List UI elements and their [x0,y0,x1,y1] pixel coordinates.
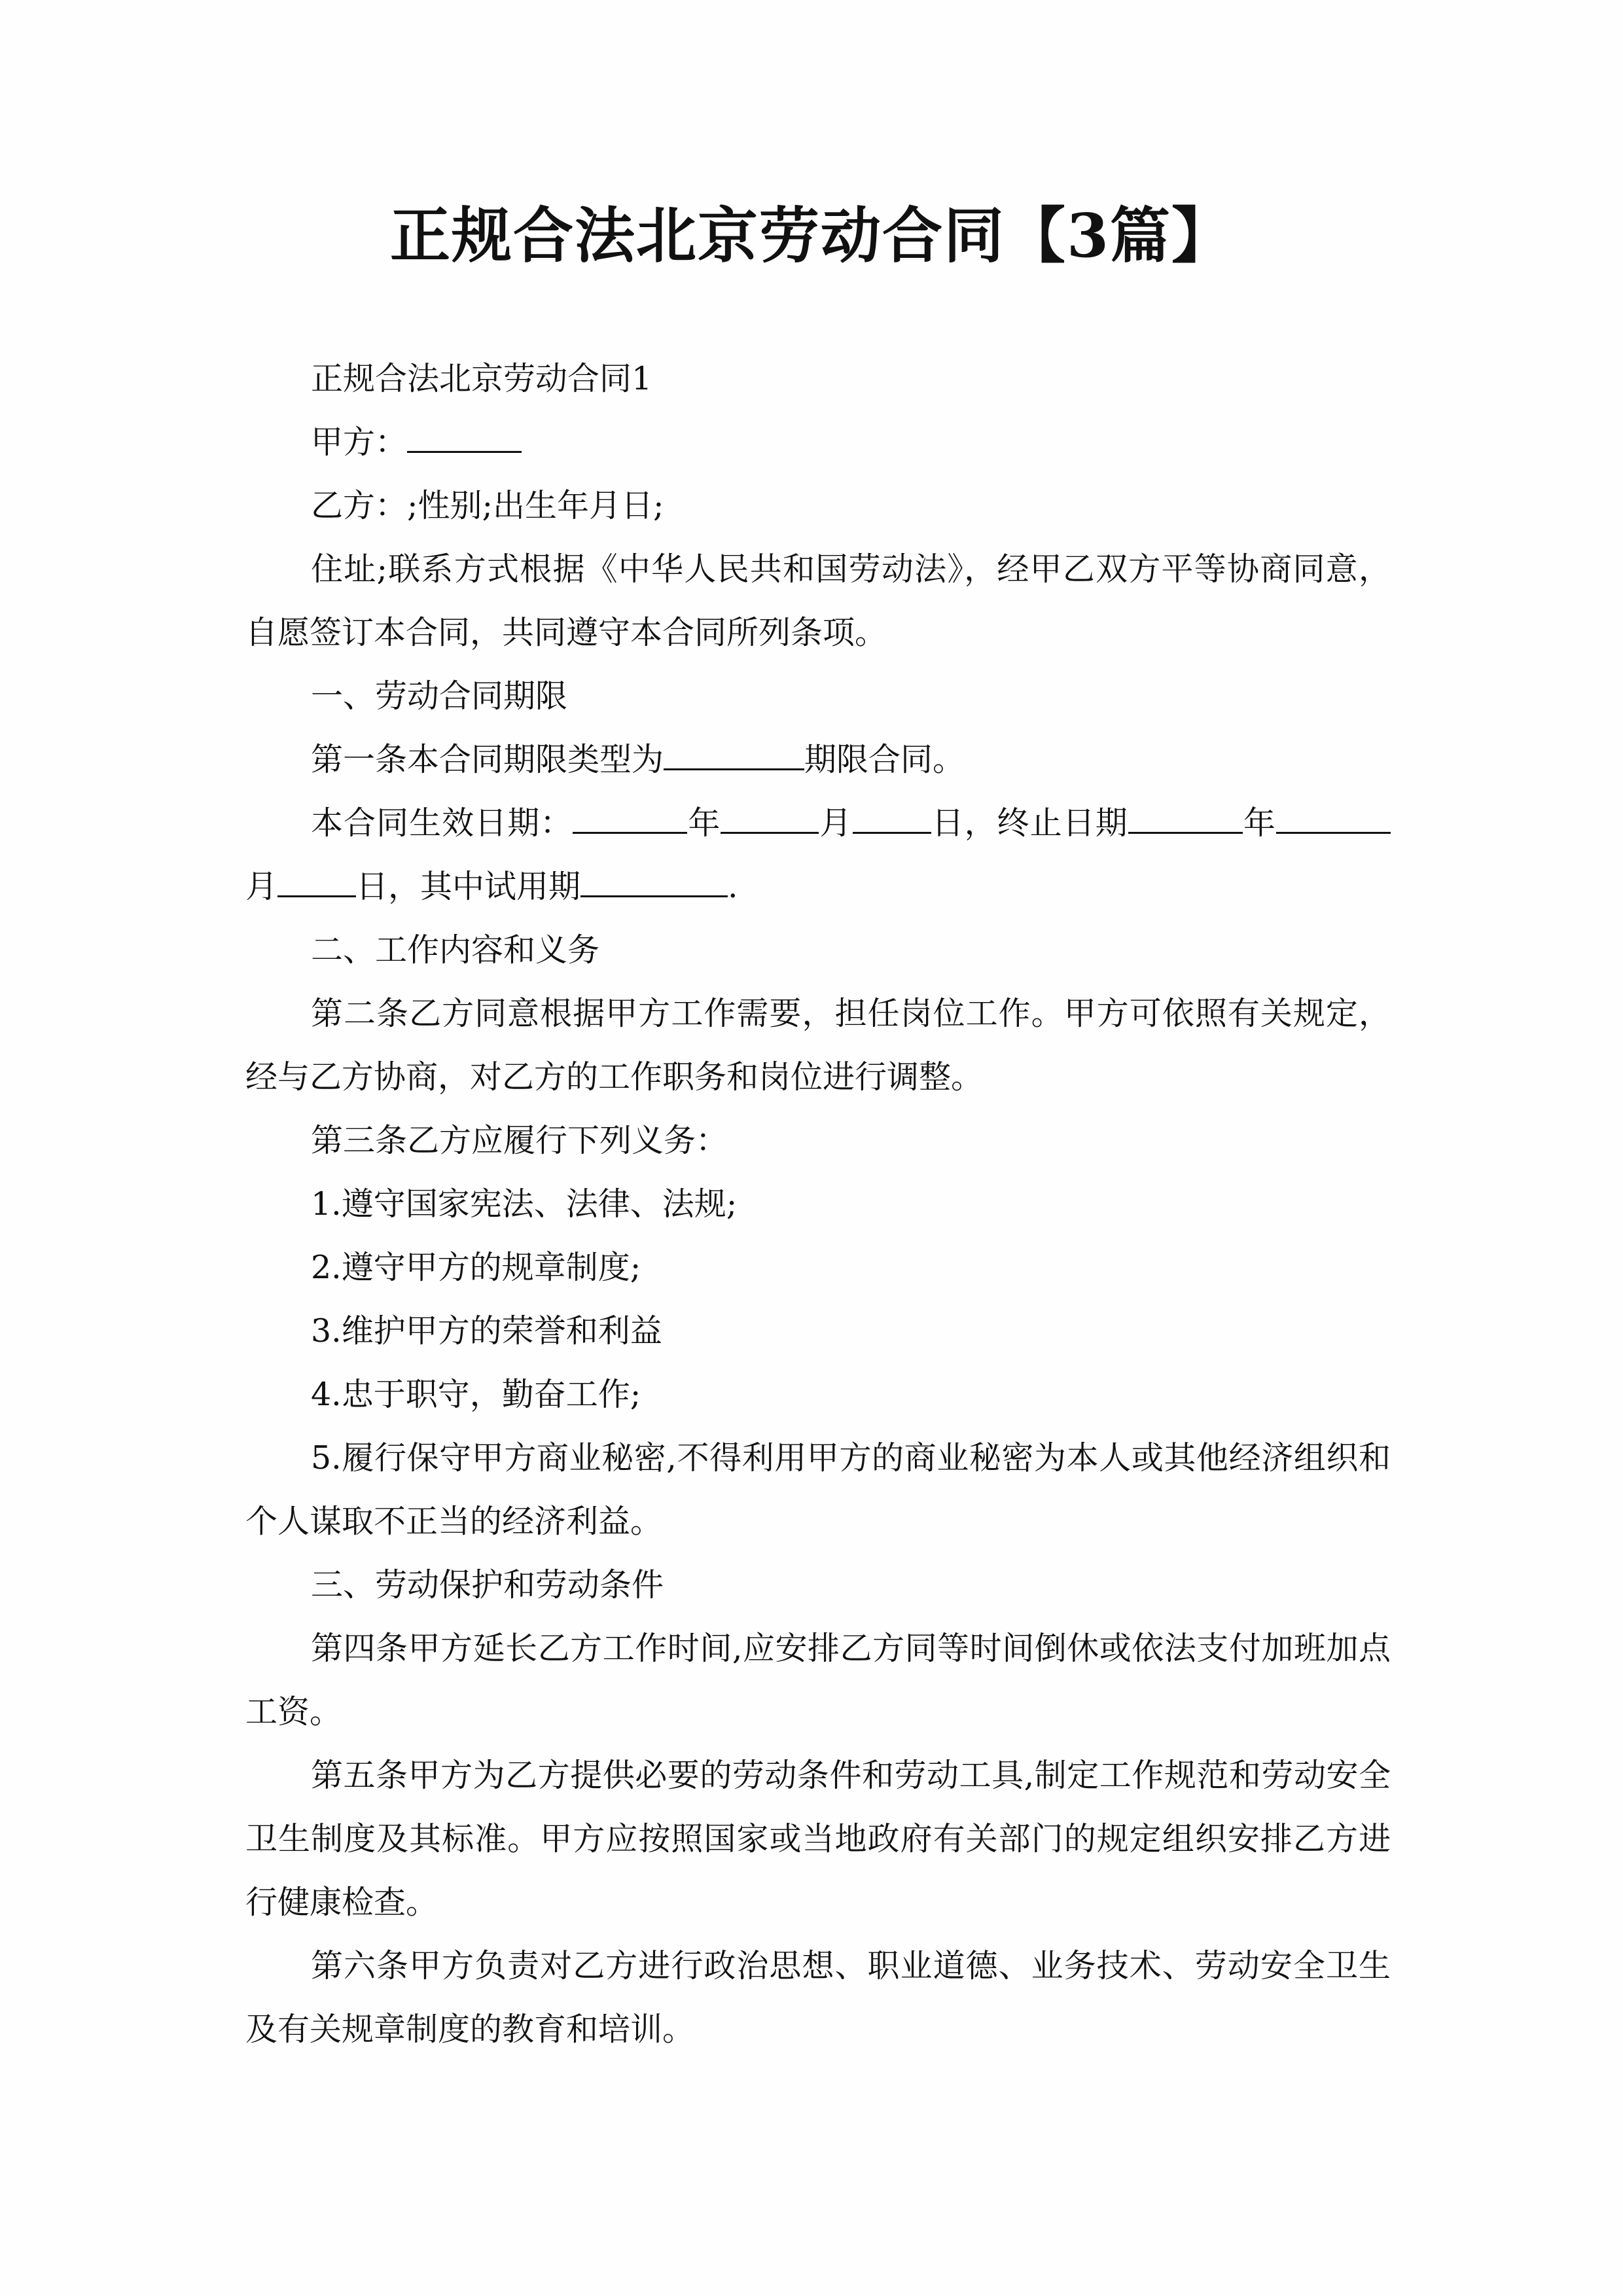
article-1-prefix: 第一条本合同期限类型为 [311,741,664,778]
party-b-line: 乙方：;性别;出生年月日; [311,487,664,524]
section-3-heading: 三、劳动保护和劳动条件 [311,1566,664,1604]
effective-date-label: 本合同生效日期： [311,804,573,842]
end-year-blank[interactable] [1128,800,1243,834]
contract-type-blank[interactable] [664,736,804,770]
effective-date-line [245,791,1391,918]
end-year-label: 年 [1242,804,1276,842]
article-1 [245,728,1391,791]
start-day-blank[interactable] [853,800,931,834]
end-date-label: 日，终止日期 [931,804,1128,842]
month-label: 月 [819,804,853,842]
end-month-blank[interactable] [1276,800,1391,834]
obligation-item: 4.忠于职守，勤奋工作; [311,1376,641,1413]
start-year-blank[interactable] [573,800,687,834]
article-2: 第二条乙方同意根据甲方工作需要，担任岗位工作。甲方可依照有关规定，经与乙方协商，对乙方的工作职务和岗位进行调整。 [245,995,1391,1096]
party-a-blank[interactable] [407,419,522,453]
obligation-item: 5.履行保守甲方商业秘密,不得利用甲方的商业秘密为本人或其他经济组织和个人谋取不正当的经济利益。 [245,1439,1391,1540]
article-1-suffix: 期限合同。 [804,741,965,778]
section-1-heading: 一、劳动合同期限 [311,677,568,715]
obligation-item: 3.维护甲方的荣誉和利益 [311,1312,662,1350]
probation-label: 日，其中试用期 [356,868,581,905]
article-4: 第四条甲方延长乙方工作时间,应安排乙方同等时间倒休或依法支付加班加点工资。 [245,1630,1391,1731]
end-day-blank[interactable] [277,863,356,897]
document-title: 正规合法北京劳动合同【3篇】 [389,200,1233,271]
section-2-heading: 二、工作内容和义务 [311,931,600,969]
article-6: 第六条甲方负责对乙方进行政治思想、职业道德、业务技术、劳动安全卫生及有关规章制度的教育和培训。 [245,1947,1391,2048]
article-3-heading: 第三条乙方应履行下列义务： [311,1122,728,1159]
probation-blank[interactable] [580,863,728,897]
intro-paragraph: 住址;联系方式根据《中华人民共和国劳动法》，经甲乙双方平等协商同意，自愿签订本合同，共同遵守本合同所列条项。 [245,550,1391,651]
obligation-item: 1.遵守国家宪法、法律、法规; [311,1185,738,1223]
party-a-line [245,410,1391,474]
obligation-item: 2.遵守甲方的规章制度; [311,1249,641,1286]
end-month-label: 月 [245,868,278,905]
year-label: 年 [687,804,721,842]
period: . [728,868,738,905]
article-5: 第五条甲方为乙方提供必要的劳动条件和劳动工具,制定工作规范和劳动安全卫生制度及其标准。甲方应按照国家或当地政府有关部门的规定组织安排乙方进行健康检查。 [245,1757,1391,1921]
contract-heading: 正规合法北京劳动合同1 [311,360,652,397]
document-body [245,347,1391,2061]
party-a-label: 甲方： [311,423,408,461]
start-month-blank[interactable] [721,800,819,834]
